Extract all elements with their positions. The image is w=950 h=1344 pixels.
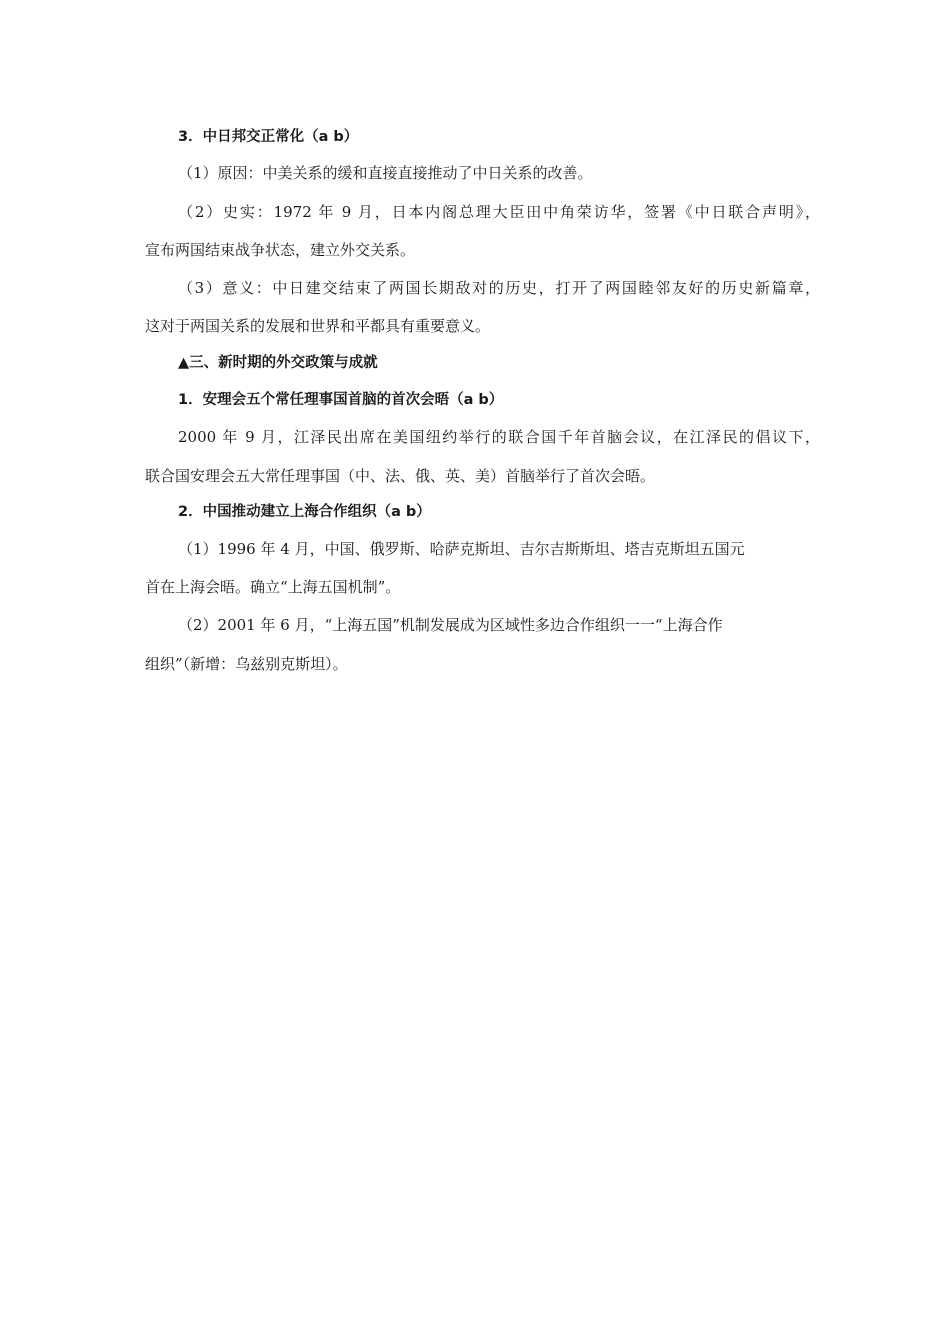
paragraph-p5-summit-line2: 联合国安理会五大常任理事国（中、法、俄、英、美）首脑举行了首次会晤。 — [145, 467, 656, 485]
section-heading-sino-japanese-normalization: 3．中日邦交正常化（a b） — [178, 129, 359, 145]
paragraph-facts-line2: 宣布两国结束战争状态，建立外交关系。 — [145, 241, 416, 259]
paragraph-cause: （1）原因：中美关系的缓和直接直接推动了中日关系的改善。 — [178, 164, 593, 182]
paragraph-p5-summit-line1: 2000 年 9 月，江泽民出席在美国纽约举行的联合国千年首脑会议，在江泽民的倡议下， — [178, 428, 820, 446]
paragraph-shanghai-five-line1: （1）1996 年 4 月，中国、俄罗斯、哈萨克斯坦、吉尔吉斯斯坦、塔吉克斯坦五国元 — [178, 540, 745, 558]
paragraph-sco-line1: （2）2001 年 6 月，“上海五国”机制发展成为区域性多边合作组织一一“上海合作 — [178, 616, 723, 634]
paragraph-significance-line2: 这对于两国关系的发展和世界和平都具有重要意义。 — [145, 317, 491, 335]
part-heading-new-era-diplomacy: ▲三、新时期的外交政策与成就 — [178, 355, 378, 371]
paragraph-significance-line1: （3）意义：中日建交结束了两国长期敌对的历史，打开了两国睦邻友好的历史新篇章， — [178, 279, 820, 297]
paragraph-shanghai-five-line2: 首在上海会晤。确立“上海五国机制”。 — [145, 578, 401, 596]
paragraph-sco-line2: 组织”（新增：乌兹别克斯坦）。 — [145, 655, 348, 673]
item-heading-p5-summit: 1．安理会五个常任理事国首脑的首次会晤（a b） — [178, 392, 504, 408]
paragraph-facts-line1: （2）史实：1972 年 9 月，日本内阁总理大臣田中角荣访华，签署《中日联合声明》， — [178, 203, 820, 221]
item-heading-sco: 2．中国推动建立上海合作组织（a b） — [178, 504, 431, 520]
